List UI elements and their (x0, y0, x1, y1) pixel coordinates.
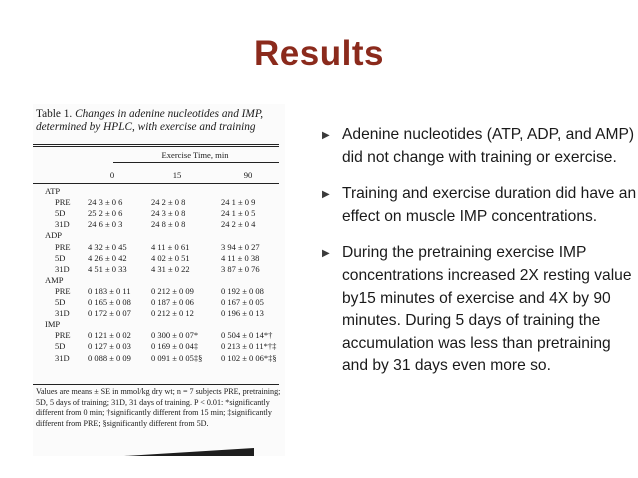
slide-title: Results (254, 34, 384, 73)
group-label: ATP (45, 186, 61, 196)
table-row (33, 219, 283, 230)
table-cell: 24 1 ± 0 9 (221, 197, 256, 208)
table-cell: 0 127 ± 0 03 (88, 341, 131, 352)
group-label: IMP (45, 319, 61, 330)
column-span-header: Exercise Time, min (161, 150, 229, 160)
table-cell: 25 2 ± 0 6 (88, 208, 123, 219)
table-cell: 4 26 ± 0 42 (88, 252, 127, 263)
table-cell: 0 183 ± 0 11 (88, 285, 131, 296)
table-cell: 0 196 ± 0 13 (221, 308, 264, 319)
row-label: 31D (55, 219, 70, 230)
table-cell: 0 169 ± 0 04‡ (151, 341, 199, 352)
row-label: 5D (55, 297, 66, 307)
table-image (33, 104, 285, 456)
table-group-row (33, 319, 283, 330)
table-cell: 0 167 ± 0 05 (221, 297, 264, 307)
table-cell: 24 3 ± 0 6 (88, 197, 123, 208)
row-label: 31D (55, 352, 70, 363)
row-label: 31D (55, 263, 70, 274)
table-cell: 24 2 ± 0 4 (221, 219, 256, 230)
row-label: PRE (55, 330, 71, 341)
column-header-15: 15 (172, 170, 182, 180)
rule-top-double (33, 146, 279, 147)
table-cell: 4 11 ± 0 38 (221, 252, 260, 263)
rule-span (113, 162, 279, 163)
table-row (33, 297, 283, 308)
row-label: 5D (55, 208, 66, 219)
table-cell: 0 091 ± 0 05‡§ (151, 352, 203, 363)
bullet-item (322, 183, 638, 228)
bullet-text: During the pretraining exercise IMP concentrations increased 2X resting value by15 minutes of exercise and 4X by 90 minutes. During 5 days of training the accumulation was less than pretraining and by 31 days even more so. (342, 244, 632, 375)
table-group-row (33, 230, 283, 241)
row-label: 5D (55, 341, 66, 352)
group-label: ADP (45, 230, 63, 241)
table-cell: 4 32 ± 0 45 (88, 241, 127, 252)
table-cell: 24 1 ± 0 5 (221, 208, 256, 219)
table-row (33, 242, 283, 253)
column-header-0: 0 (109, 170, 115, 180)
bullet-item (322, 242, 638, 378)
table-cell: 0 300 ± 0 07* (151, 330, 199, 341)
bullet-item (322, 124, 638, 169)
table-group-row (33, 186, 283, 197)
table-cell: 0 165 ± 0 08 (88, 297, 131, 307)
column-header-90: 90 (243, 170, 253, 180)
table-cell: 24 8 ± 0 8 (151, 219, 186, 230)
triangle-right-icon: ▶ (322, 248, 330, 260)
row-label: PRE (55, 285, 71, 296)
table-row (33, 308, 283, 319)
bullet-text: Adenine nucleotides (ATP, ADP, and AMP) did not change with training or exercise. (342, 126, 635, 166)
table-cell: 0 213 ± 0 11*†‡ (221, 341, 277, 352)
bullet-list (322, 124, 638, 392)
table-cell: 0 102 ± 0 06*‡§ (221, 352, 277, 363)
table-cell: 4 11 ± 0 61 (151, 241, 190, 252)
table-row (33, 253, 283, 264)
scan-shadow (124, 448, 254, 456)
triangle-right-icon: ▶ (322, 130, 330, 141)
table-cell: 4 31 ± 0 22 (151, 263, 190, 274)
table-cell: 24 6 ± 0 3 (88, 219, 123, 230)
table-caption-text: Changes in adenine nucleotides and IMP, determined by HPLC, with exercise and training (36, 108, 264, 133)
table-footnote: Values are means ± SE in mmol/kg dry wt; n = 7 subjects PRE, pretraining; 5D, 5 days of training; 31D, 31 days of training. P < 0.01: *significantly different from 0 min; †significantly different from 15 min; ‡significantly different from PRE; §significantly different from 5D. (36, 387, 281, 428)
table-cell: 24 3 ± 0 8 (151, 208, 186, 219)
table-caption (36, 108, 286, 134)
table-row (33, 330, 283, 341)
table-row (33, 353, 283, 364)
table-cell: 0 212 ± 0 12 (151, 308, 194, 319)
table-row (33, 341, 283, 352)
table-cell: 0 192 ± 0 08 (221, 285, 264, 296)
table-cell: 0 504 ± 0 14*† (221, 330, 273, 341)
row-label: PRE (55, 241, 71, 252)
table-cell: 0 088 ± 0 09 (88, 352, 131, 363)
table-caption-label: Table 1. (36, 108, 73, 120)
table-cell: 0 121 ± 0 02 (88, 330, 131, 341)
table-cell: 3 94 ± 0 27 (221, 241, 260, 252)
table-row (33, 286, 283, 297)
group-label: AMP (45, 274, 64, 285)
table-cell: 0 187 ± 0 06 (151, 297, 194, 307)
rule-header (33, 183, 279, 184)
table-row (33, 208, 283, 219)
row-label: 5D (55, 252, 66, 263)
table-cell: 4 51 ± 0 33 (88, 263, 127, 274)
table-cell: 24 2 ± 0 8 (151, 197, 186, 208)
row-label: 31D (55, 308, 70, 319)
table-cell: 0 212 ± 0 09 (151, 285, 194, 296)
table-cell: 4 02 ± 0 51 (151, 252, 190, 263)
table-group-row (33, 275, 283, 286)
table-row (33, 264, 283, 275)
table-row (33, 197, 283, 208)
rule-bottom (33, 384, 279, 385)
table-cell: 3 87 ± 0 76 (221, 263, 260, 274)
table-cell: 0 172 ± 0 07 (88, 308, 131, 319)
row-label: PRE (55, 197, 71, 208)
rule-top (33, 144, 279, 145)
triangle-right-icon: ▶ (322, 189, 330, 201)
bullet-text: Training and exercise duration did have an effect on muscle IMP concentrations. (342, 185, 637, 225)
